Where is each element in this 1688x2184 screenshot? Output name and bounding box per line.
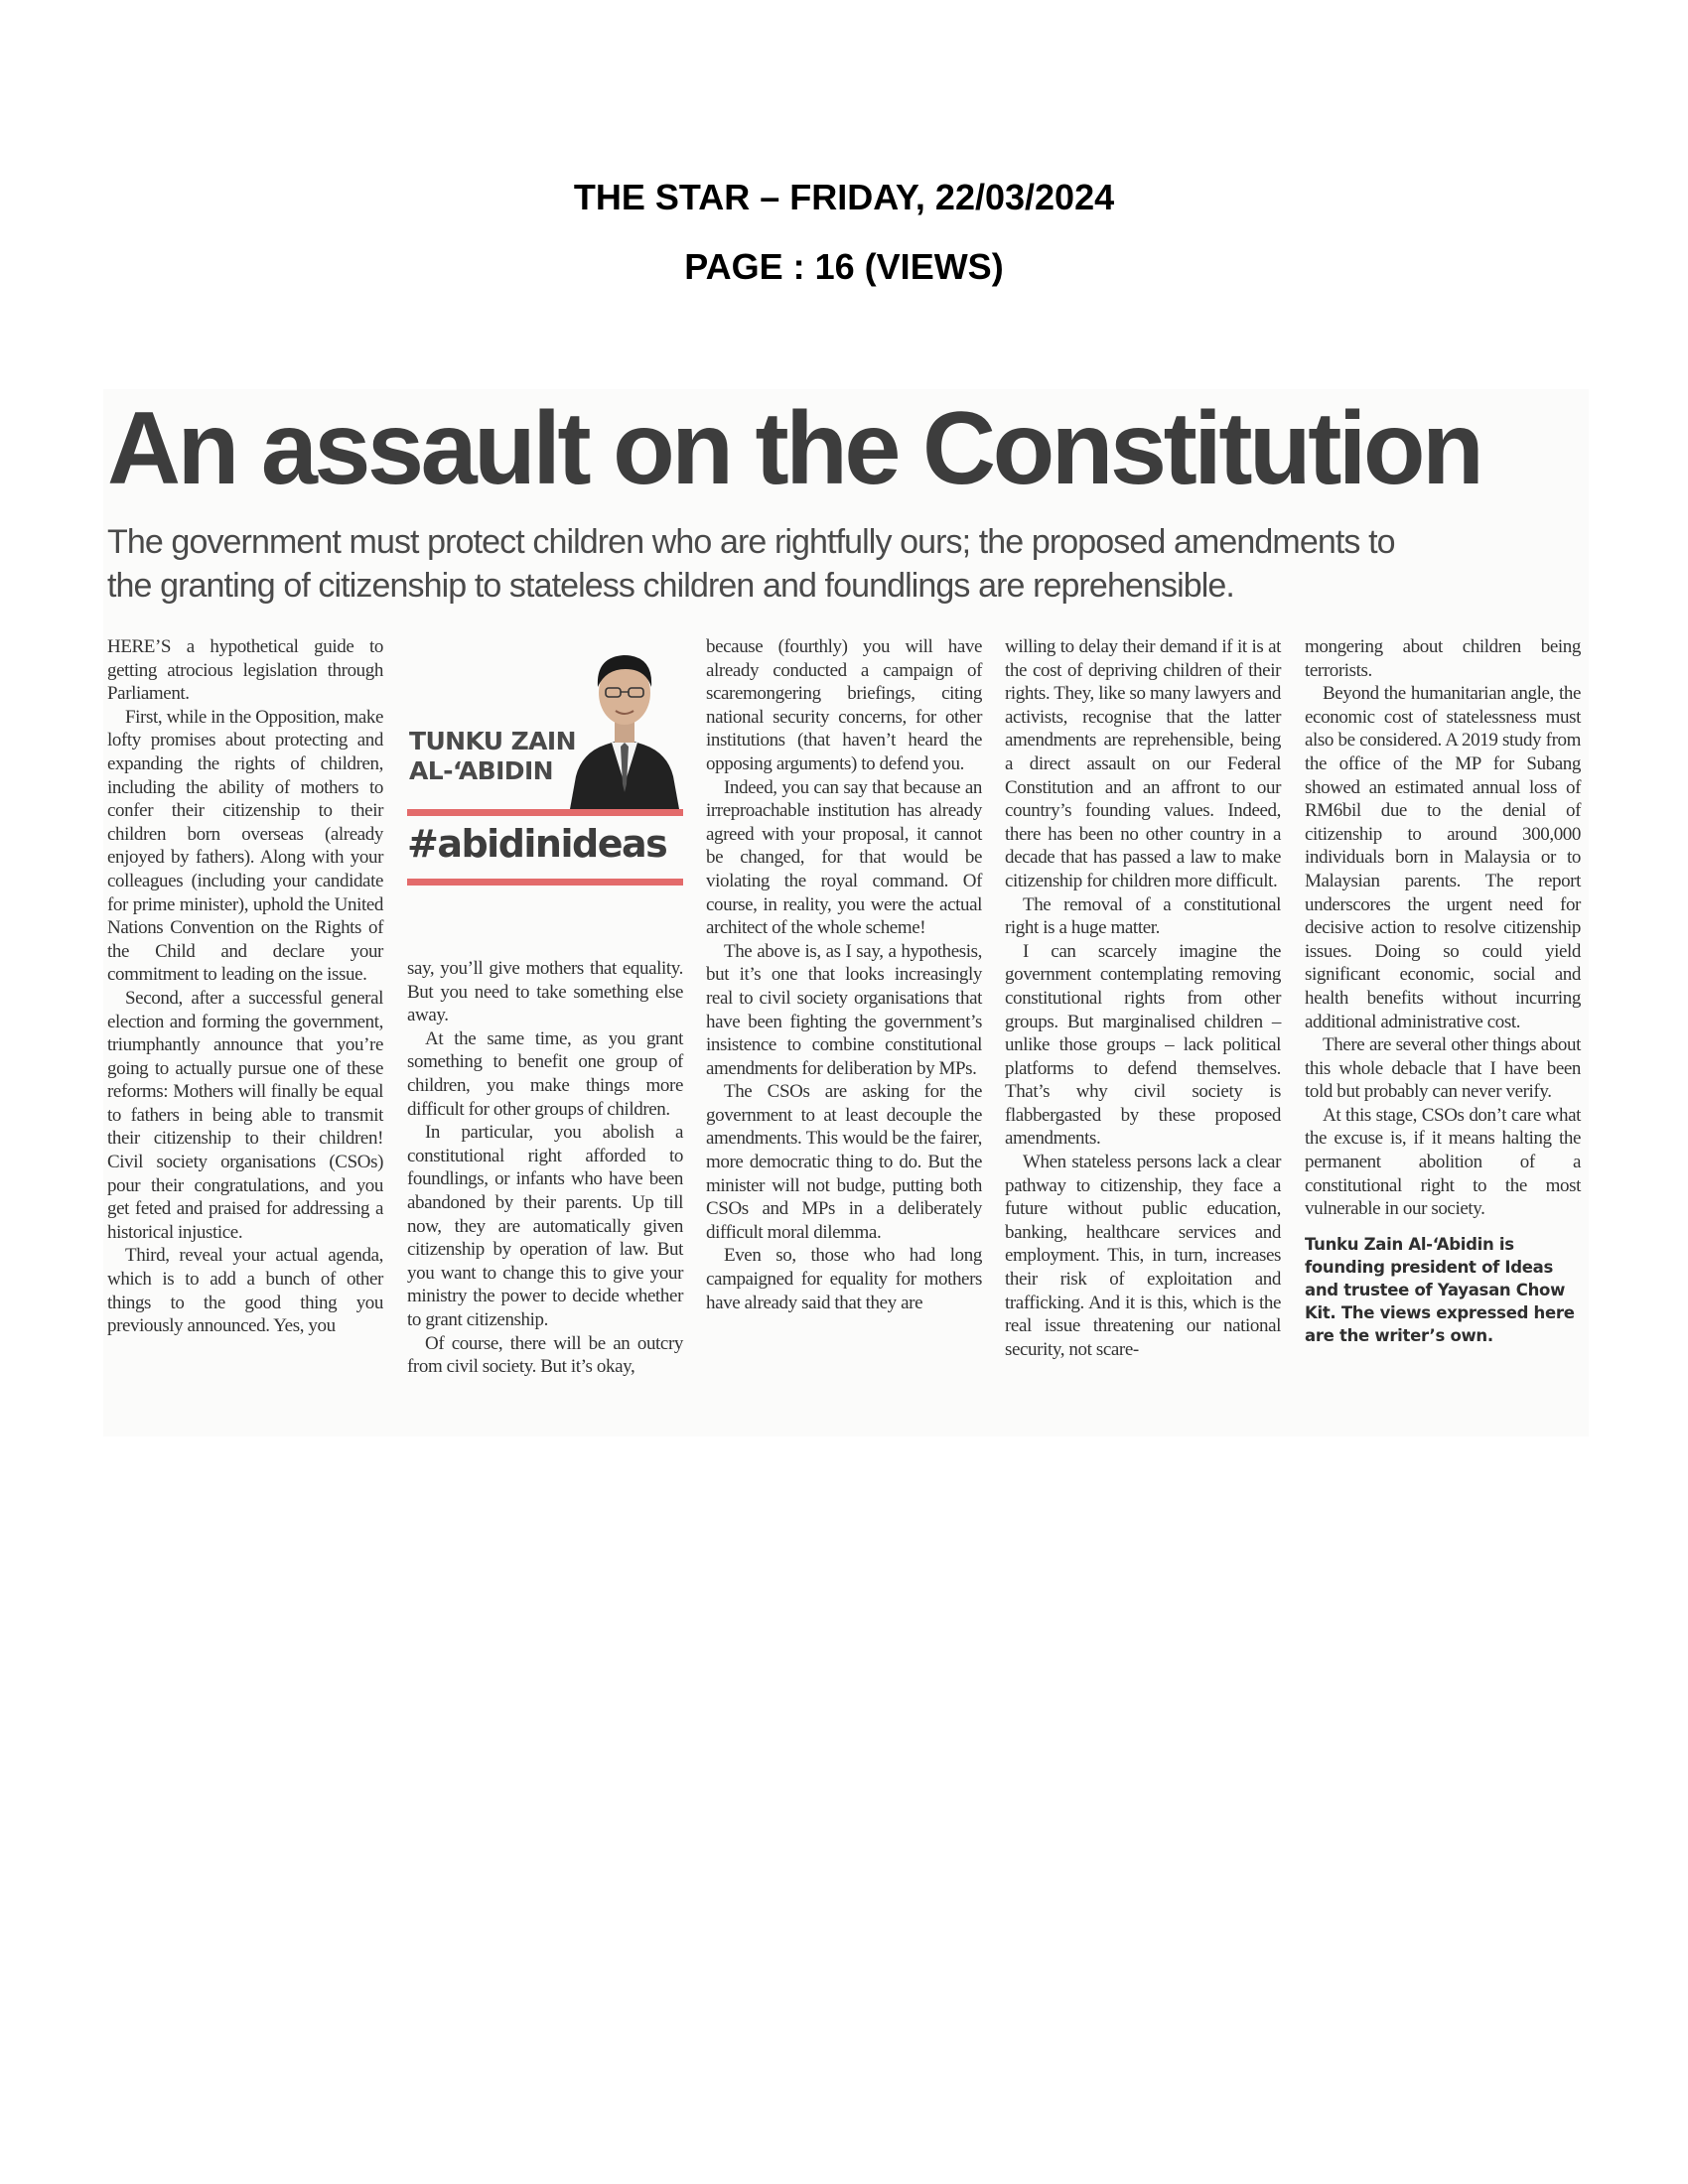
column-tag: #abidinideas bbox=[407, 822, 667, 866]
paragraph: willing to delay their demand if it is at the cost of depriving children of their rights. They, like so many lawyers and activists, recognise that the latter amendments are reprehensible, being a direct assault on our Federal Constitution and an affront to our country’s founding values. Indeed, there has been no other country in a decade that has passed a law to make citizenship for children more difficult. bbox=[1005, 636, 1281, 891]
paragraph: Of course, there will be an outcry from civil society. But it’s okay, bbox=[407, 1332, 683, 1378]
paragraph: Indeed, you can say that because an irreproachable institution has already agreed with your proposal, it cannot be changed, for that would be violating the royal command. Of course, in reality, you were the actual architect of the whole scheme! bbox=[706, 776, 982, 939]
paragraph: Third, reveal your actual agenda, which is to add a bunch of other things to the good thing you previously announced. Yes, you bbox=[107, 1245, 383, 1337]
page-header-date: THE STAR – FRIDAY, 22/03/2024 bbox=[573, 177, 1115, 217]
paragraph: HERE’S a hypothetical guide to getting atrocious legislation through Parliament. bbox=[107, 636, 383, 705]
divider-bar bbox=[407, 809, 683, 816]
column-2 bbox=[407, 957, 683, 1379]
paragraph: say, you’ll give mothers that equality. But you need to take something else away. bbox=[407, 958, 683, 1026]
paragraph: The above is, as I say, a hypothesis, but it’s one that looks increasingly real to civil society organisations that have been fighting the government’s insistence to combine constitutional amendments for deliberation by MPs. bbox=[706, 940, 982, 1079]
page-header-section: PAGE : 16 (VIEWS) bbox=[684, 246, 1004, 287]
standfirst bbox=[107, 520, 1497, 608]
author-name bbox=[409, 727, 576, 786]
paragraph: First, while in the Opposition, make lofty promises about protecting and expanding the rights of children, including the ability of mothers to confer their citizenship to their children born overseas (already enjoyed by fathers). Along with your colleagues (including your candidate for prime minister), uphold the United Nations Convention on the Rights of the Child and declare your commitment to leading on the issue. bbox=[107, 706, 383, 986]
paragraph: Second, after a successful general election and forming the government, triumphantly announce that you’re going to actually pursue one of these reforms: Mothers will finally be equal to fathers in being able to transmit their citizenship to their children! Civil society organisations (CSOs) pour their congratulations, and you get feted and praised for addressing a historical injustice. bbox=[107, 987, 383, 1243]
standfirst-line-1: The government must protect children who are rightfully ours; the proposed amendments to bbox=[107, 523, 1395, 561]
author-bio: Tunku Zain Al-‘Abidin is founding president of Ideas and trustee of Yayasan Chow Kit. The views expressed here are the writer’s own. bbox=[1305, 1234, 1575, 1345]
paragraph: The CSOs are asking for the government to at least decouple the amendments. This would be the fairer, more democratic thing to do. But the minister will not budge, putting both CSOs and MPs in a deliberately difficult moral dilemma. bbox=[706, 1081, 982, 1243]
paragraph: I can scarcely imagine the government contemplating removing constitutional rights from other groups. But marginalised children – unlike those groups – lack political platforms to defend themselves. That’s why civil society is flabbergasted by these proposed amendments. bbox=[1005, 940, 1281, 1150]
paragraph: When stateless persons lack a clear pathway to citizenship, they face a future without public education, banking, healthcare services and employment. This, in turn, increases their risk of exploitation and trafficking. And it is this, which is the real issue threatening our national security, not scare- bbox=[1005, 1152, 1281, 1360]
paragraph: There are several other things about this whole debacle that I have been told but probably can never verify. bbox=[1305, 1034, 1581, 1103]
standfirst-line-2: the granting of citizenship to stateless children and foundlings are reprehensible. bbox=[107, 567, 1234, 605]
columnist-byline bbox=[407, 635, 683, 945]
headline: An assault on the Constitution bbox=[107, 391, 1481, 506]
paragraph: In particular, you abolish a constitutional right afforded to foundlings, or infants who have been abandoned by their parents. Up till now, they are automatically given citizenship by operation of law. But you want to change this to give your ministry the power to decide whether to grant citizenship. bbox=[407, 1122, 683, 1330]
paragraph: Even so, those who had long campaigned for equality for mothers have already said that they are bbox=[706, 1245, 982, 1313]
column-4 bbox=[1005, 635, 1281, 1361]
author-name-line-2: AL-‘ABIDIN bbox=[409, 756, 553, 785]
column-1 bbox=[107, 635, 383, 1338]
paragraph: because (fourthly) you will have already conducted a campaign of scaremongering briefings, citing national security concerns, for other institutions (that haven’t heard the opposing arguments) to defend you. bbox=[706, 636, 982, 774]
author-portrait bbox=[566, 635, 683, 809]
author-name-line-1: TUNKU ZAIN bbox=[409, 727, 576, 755]
paragraph: Beyond the humanitarian angle, the economic cost of statelessness must also be considered. A 2019 study from the office of the MP for Subang showed an estimated annual loss of RM6bil due to the denial of citizenship to around 300,000 individuals born in Malaysia or to Malaysian parents. The report underscores the urgent need for decisive action to resolve citizenship issues. Doing so could yield significant economic, social and health benefits without incurring additional administrative cost. bbox=[1305, 683, 1581, 1032]
newspaper-clipping bbox=[103, 389, 1589, 1436]
column-3 bbox=[706, 635, 982, 1314]
divider-bar bbox=[407, 879, 683, 886]
paragraph: At this stage, CSOs don’t care what the excuse is, if it means halting the permanent abolition of a constitutional right to the most vulnerable in our society. bbox=[1305, 1104, 1581, 1220]
paragraph: mongering about children being terrorists. bbox=[1305, 636, 1581, 681]
column-5 bbox=[1305, 635, 1581, 1347]
paragraph: At the same time, as you grant something to benefit one group of children, you make things more difficult for other groups of children. bbox=[407, 1027, 683, 1120]
paragraph: The removal of a constitutional right is a huge matter. bbox=[1005, 893, 1281, 939]
